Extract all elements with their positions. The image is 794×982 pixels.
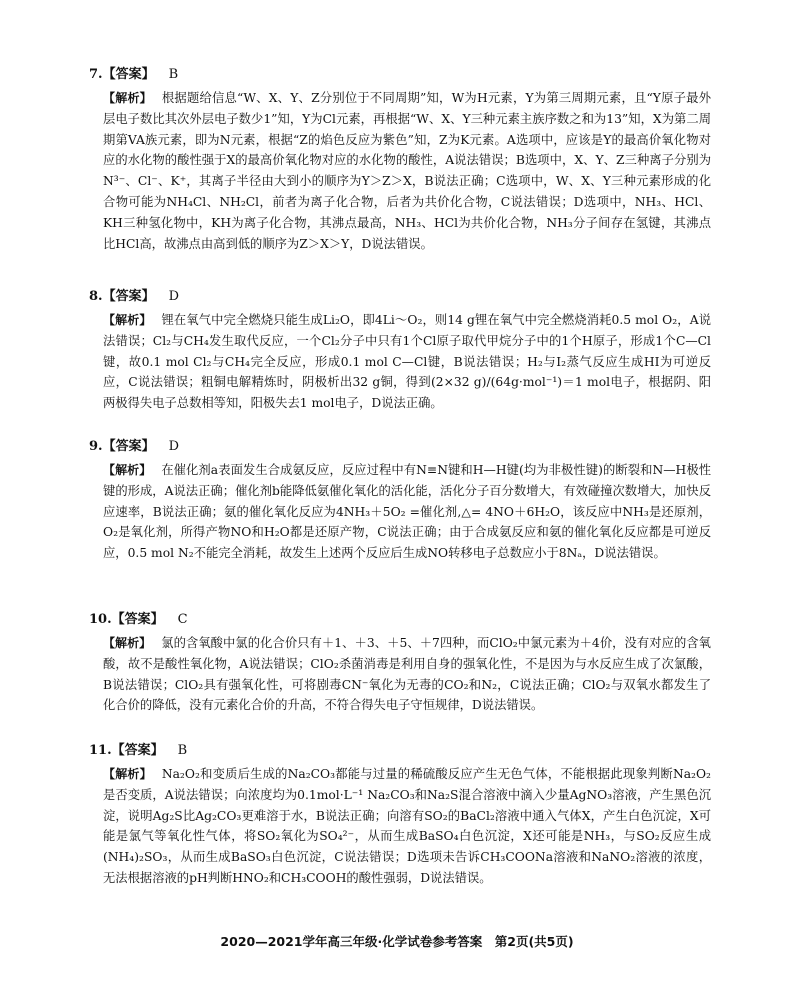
answer-label: 10.【答案】 xyxy=(89,612,164,627)
answer-value: D xyxy=(168,439,180,454)
answer-value: B xyxy=(177,743,188,758)
answer-label: 7.【答案】 xyxy=(89,67,155,82)
analysis-block xyxy=(89,310,711,414)
answer-line xyxy=(89,741,711,761)
page-footer: 2020—2021学年高三年级·化学试卷参考答案 第2页(共5页) xyxy=(220,934,574,949)
analysis-block xyxy=(89,633,711,716)
answer-label: 9.【答案】 xyxy=(89,439,155,454)
analysis-text: 根据题给信息“W、X、Y、Z分别位于不同周期”知，W为H元素，Y为第三周期元素，且“Y原子最外层电子数比其次外层电子数少1”知，Y为Cl元素，再根据“W、X、Y三种元素主族序数之和为13”知，X为第二周期第VA族元素，即为N元素，根据“Z的焰色反应为紫色”知，Z为K元素。A选项中，应该是Y的最高价氧化物对应的水化物的酸性强于X的最高价氧化物对应的水化物的酸性，A说法错误；B选项中，X、Y、Z三种离子分别为N³⁻、Cl⁻、K⁺，其离子半径由大到小的顺序为Y＞Z＞X，B说法正确；C选项中，W、X、Y三种元素形成的化合物可能为NH₄Cl、NH₂Cl，前者为离子化合物，后者为共价化合物，C说法错误；D选项中，NH₃、HCl、KH三种氢化物中，KH为离子化合物，其沸点最高，NH₃、HCl为共价化合物，NH₃分子间存在氢键，其沸点比HCl高，故沸点由高到低的顺序为Z＞X＞Y，D说法错误。 xyxy=(103,91,711,251)
analysis-block xyxy=(89,88,711,254)
analysis-text: 在催化剂a表面发生合成氨反应，反应过程中有N≡N键和H—H键(均为非极性键)的断裂和N—H极性键的形成，A说法正确；催化剂b能降低氨催化氧化的活化能，活化分子百分数增大，有效碰撞次数增大，加快反应速率，B说法正确；氨的催化氧化反应为4NH₃＋5O₂ =催化剂,△= 4NO＋6H₂O，该反应中NH₃是还原剂，O₂是氧化剂，所得产物NO和H₂O都是还原产物，C说法正确；由于合成氨反应和氨的催化氧化反应都是可逆反应，0.5 mol N₂不能完全消耗，故发生上述两个反应后生成NO转移电子总数应小于8Nₐ，D说法错误。 xyxy=(103,463,711,561)
question-7 xyxy=(89,65,711,254)
answer-line xyxy=(89,287,711,307)
analysis-text: 氯的含氧酸中氯的化合价只有＋1、＋3、＋5、＋7四种，而ClO₂中氯元素为＋4价，没有对应的含氧酸，故不是酸性氧化物，A说法错误；ClO₂杀菌消毒是利用自身的强氧化性，不是因为与水反应生成了次氯酸，B说法错误；ClO₂具有强氧化性，可将剧毒CN⁻氧化为无毒的CO₂和N₂，C说法正确；ClO₂与双氧水都发生了化合价的降低，没有元素化合价的升高，不符合得失电子守恒规律，D说法错误。 xyxy=(103,636,711,713)
answer-line xyxy=(89,610,711,630)
answer-line xyxy=(89,65,711,85)
analysis-label: 【解析】 xyxy=(103,463,152,477)
answer-label: 8.【答案】 xyxy=(89,289,155,304)
answer-value: D xyxy=(168,289,180,304)
answer-value: C xyxy=(177,612,188,627)
answer-value: B xyxy=(168,67,179,82)
analysis-block xyxy=(89,764,711,889)
question-10 xyxy=(89,610,711,716)
analysis-label: 【解析】 xyxy=(103,767,152,781)
question-11 xyxy=(89,741,711,889)
answer-line xyxy=(89,437,711,457)
analysis-label: 【解析】 xyxy=(103,91,152,105)
analysis-label: 【解析】 xyxy=(103,313,152,327)
analysis-label: 【解析】 xyxy=(103,636,152,650)
analysis-text: 锂在氧气中完全燃烧只能生成Li₂O，即4Li～O₂，则14 g锂在氧气中完全燃烧消耗0.5 mol O₂，A说法错误；Cl₂与CH₄发生取代反应，一个Cl₂分子中只有1个Cl原子取代甲烷分子中的1个H原子，形成1个C—Cl键，故0.1 mol Cl₂与CH₄完全反应，形成0.1 mol C—Cl键，B说法错误；H₂与I₂蒸气反应生成HI为可逆反应，C说法错误；粗铜电解精炼时，阴极析出32 g铜，得到(2×32 g)/(64g·mol⁻¹)＝1 mol电子，根据阴、阳两极得失电子总数相等知，阳极失去1 mol电子，D说法正确。 xyxy=(103,313,711,411)
analysis-block xyxy=(89,460,711,564)
analysis-text: Na₂O₂和变质后生成的Na₂CO₃都能与过量的稀硫酸反应产生无色气体，不能根据此现象判断Na₂O₂是否变质，A说法错误；向浓度均为0.1mol·L⁻¹ Na₂CO₃和Na₂S混合溶液中滴入少量AgNO₃溶液，产生黑色沉淀，说明Ag₂S比Ag₂CO₃更难溶于水，B说法正确；向溶有SO₂的BaCl₂溶液中通入气体X，产生白色沉淀，X可能是氯气等氧化性气体，将SO₂氧化为SO₄²⁻，从而生成BaSO₄白色沉淀，X还可能是NH₃，与SO₂反应生成(NH₄)₂SO₃，从而生成BaSO₃白色沉淀，C说法错误；D选项未告诉CH₃COONa溶液和NaNO₂溶液的浓度，无法根据溶液的pH判断HNO₂和CH₃COOH的酸性强弱，D说法错误。 xyxy=(103,767,711,885)
answer-label: 11.【答案】 xyxy=(89,743,164,758)
question-9 xyxy=(89,437,711,564)
question-8 xyxy=(89,287,711,414)
